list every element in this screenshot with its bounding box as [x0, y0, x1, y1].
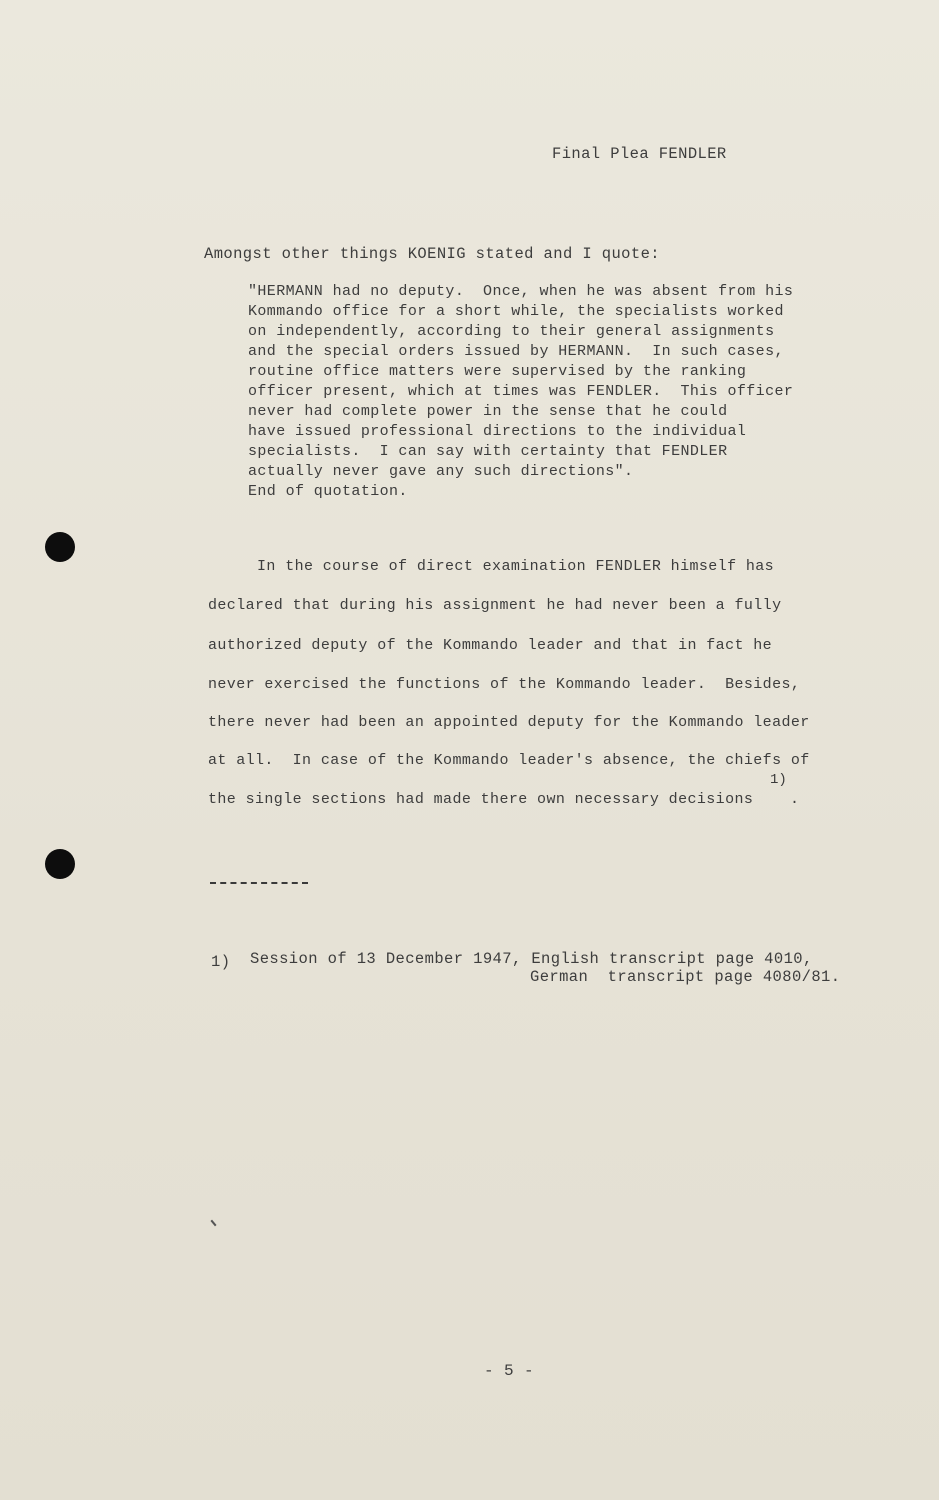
body-line: In the course of direct examination FENDLER himself has [257, 558, 775, 575]
punch-hole [45, 532, 75, 562]
quote-line: specialists. I can say with certainty that FENDLER [248, 443, 728, 460]
footnote-text: German transcript page 4080/81. [530, 968, 841, 986]
footnote-divider [210, 882, 308, 884]
quote-line: and the special orders issued by HERMANN. In such cases, [248, 343, 784, 360]
quote-line: "HERMANN had no deputy. Once, when he was absent from his [248, 283, 794, 300]
quote-line: never had complete power in the sense that he could [248, 403, 728, 420]
quote-line: routine office matters were supervised by the ranking [248, 363, 747, 380]
body-line: at all. In case of the Kommando leader's absence, the chiefs of [208, 752, 810, 769]
quote-line: End of quotation. [248, 483, 408, 500]
stray-mark [210, 1220, 216, 1227]
sentence-period: . [790, 791, 800, 808]
quote-line: have issued professional directions to the individual [248, 423, 747, 440]
document-header: Final Plea FENDLER [552, 145, 727, 163]
footnote-reference: 1) [770, 772, 787, 788]
footnote-text: Session of 13 December 1947, English transcript page 4010, [250, 950, 813, 968]
quote-line: Kommando office for a short while, the specialists worked [248, 303, 784, 320]
body-line: authorized deputy of the Kommando leader and that in fact he [208, 637, 773, 654]
body-line: there never had been an appointed deputy for the Kommando leader [208, 714, 810, 731]
footnote-number: 1) [211, 953, 231, 971]
quote-line: on independently, according to their general assignments [248, 323, 775, 340]
body-line: the single sections had made there own necessary decisions [208, 791, 754, 808]
quote-line: actually never gave any such directions". [248, 463, 634, 480]
body-line: never exercised the functions of the Kommando leader. Besides, [208, 676, 801, 693]
punch-hole [45, 849, 75, 879]
page-number: - 5 - [484, 1362, 535, 1380]
quote-line: officer present, which at times was FENDLER. This officer [248, 383, 794, 400]
intro-line: Amongst other things KOENIG stated and I quote: [204, 245, 660, 263]
body-line: declared that during his assignment he had never been a fully [208, 597, 782, 614]
